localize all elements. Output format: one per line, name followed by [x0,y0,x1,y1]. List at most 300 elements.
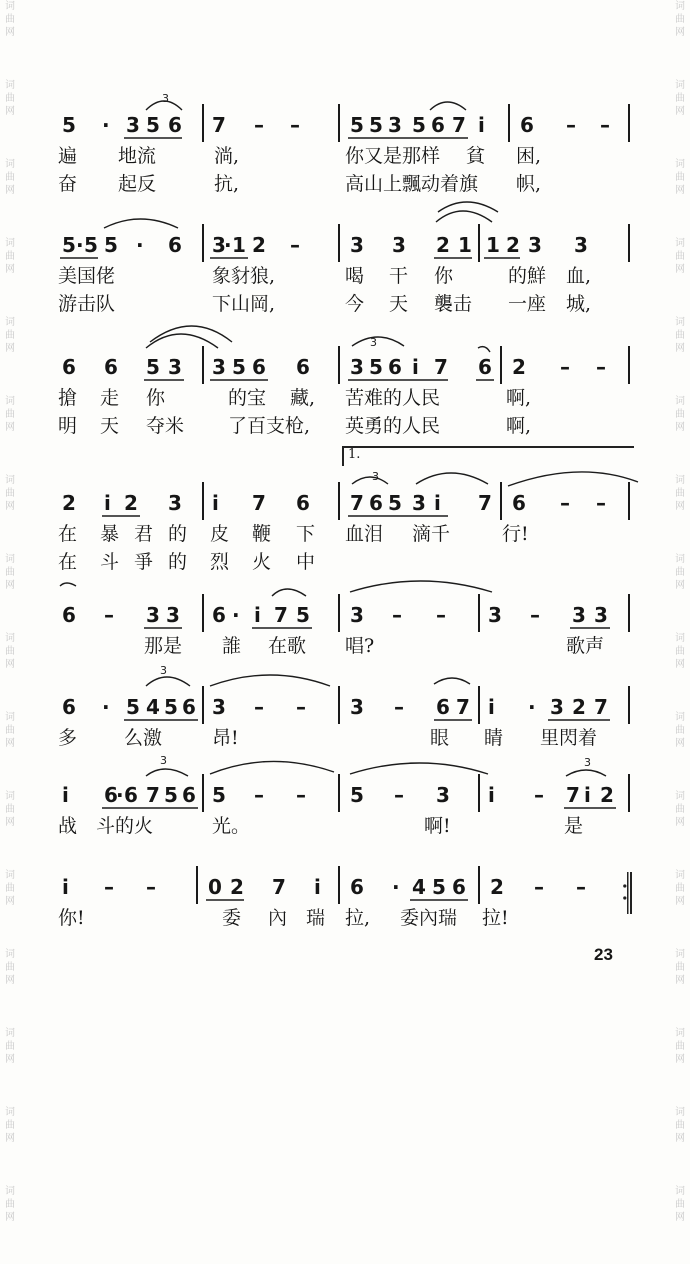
watermark-char: 词 [5,1186,15,1197]
watermark-char: 网 [675,1133,685,1144]
watermark-char: 网 [675,659,685,670]
watermark-char: 词 [675,475,685,486]
dash-note: – [254,695,264,719]
watermark-char: 词 [675,633,685,644]
watermark-char: 词 [675,1186,685,1197]
note: 5 [412,113,426,137]
watermark-char: 词 [675,80,685,91]
note: 5 [350,113,364,137]
note: 2 [600,783,614,807]
lyric-syllable: 君 [134,523,154,545]
note: · [102,113,110,137]
lyric-syllable: 誰 [222,635,242,657]
note: 4 [146,695,160,719]
note: 7 [594,695,608,719]
lyric-syllable: 眼 [430,727,450,749]
note: 6 [182,783,196,807]
note: 5 [388,491,402,515]
watermark-char: 词 [675,396,685,407]
lyric-syllable: 血, [566,265,592,287]
lyric-syllable: 下山岡, [212,293,276,315]
note: 7 [566,783,580,807]
note: 2 [124,491,138,515]
dash-note: – [394,695,404,719]
note: i [584,783,591,807]
watermark-char: 词 [675,238,685,249]
lyric-syllable: 拉! [482,907,509,929]
lyric-syllable: 地流 [118,145,157,167]
lyric-syllable: 委內瑞 [400,907,458,929]
note: 3 [350,603,364,627]
note: 3 [412,491,426,515]
lyric-syllable: 里閃着 [540,727,598,749]
note: i [212,491,219,515]
watermark-char: 网 [675,185,685,196]
note: 0 [208,875,222,899]
dash-note: – [566,113,576,137]
dash-note: – [394,783,404,807]
watermark-char: 网 [5,817,15,828]
watermark-char: 曲 [675,567,685,578]
watermark-char: 词 [675,949,685,960]
note: 3 [572,603,586,627]
note: 7 [350,491,364,515]
note: 5 [126,695,140,719]
lyric-syllable: 苦难的人民 [345,387,441,409]
note: 3 [212,233,226,257]
note: 6 [296,355,310,379]
watermark-char: 词 [675,791,685,802]
note: 2 [436,233,450,257]
note: 6 [431,113,445,137]
note: 5 [62,233,76,257]
lyric-syllable: 抗, [214,173,240,195]
dash-note: – [146,875,156,899]
lyric-syllable: 內 [268,907,288,929]
watermark-char: 词 [5,1107,15,1118]
watermark-char: 曲 [5,1120,15,1131]
watermark-char: 网 [675,343,685,354]
note: 6 [436,695,450,719]
note: 3 [392,233,406,257]
lyric-syllable: 啊, [506,387,532,409]
watermark-char: 词 [675,159,685,170]
watermark-char: 网 [5,422,15,433]
lyric-syllable: 今 [345,293,365,315]
watermark-char: 词 [5,396,15,407]
lyric-syllable: 么激 [124,727,163,749]
watermark-char: 词 [5,791,15,802]
note: 6 [62,695,76,719]
lyric-syllable: 起反 [118,173,157,195]
watermark-char: 网 [5,580,15,591]
watermark-char: 网 [675,1212,685,1223]
watermark-char: 曲 [5,962,15,973]
note: 3 [550,695,564,719]
note: 3 [212,695,226,719]
note: 5 [62,113,76,137]
lyric-syllable: 多 [58,727,78,749]
note: 2 [252,233,266,257]
lyric-syllable: 喝 [345,265,365,287]
watermark-char: 网 [5,659,15,670]
watermark-char: 网 [675,738,685,749]
note: 3 [168,491,182,515]
watermark-char: 网 [5,1212,15,1223]
note: 3 [168,355,182,379]
note: 7 [146,783,160,807]
note: 6 [478,355,492,379]
watermark-char: 曲 [5,488,15,499]
watermark-char: 网 [5,264,15,275]
lyric-syllable: 象豺狼, [212,265,276,287]
dash-note: – [534,783,544,807]
note: 5 [432,875,446,899]
watermark-char: 曲 [5,172,15,183]
lyric-syllable: 行! [502,523,529,545]
note: 6 [62,603,76,627]
lyric-syllable: 遍 [58,145,78,167]
lyric-syllable: 英勇的人民 [345,415,441,437]
note: · [232,603,240,627]
note: i [62,783,69,807]
watermark-char: 词 [5,712,15,723]
watermark-char: 网 [5,896,15,907]
note: 1 [486,233,500,257]
watermark-char: 网 [5,343,15,354]
note: 5 [369,113,383,137]
watermark-char: 曲 [5,567,15,578]
note: i [488,783,495,807]
lyric-syllable: 瑞 [306,907,326,929]
watermark-char: 曲 [675,804,685,815]
note: 5 [146,113,160,137]
lyric-syllable: 的 [168,523,188,545]
lyric-syllable: 烈 [210,551,230,573]
watermark-char: 网 [5,106,15,117]
note: 2 [62,491,76,515]
dash-note: – [254,113,264,137]
lyric-syllable: 是 [564,815,584,837]
watermark-char: 网 [675,422,685,433]
lyric-syllable: 皮 [210,523,230,545]
note: 3 [350,695,364,719]
note: 6 [388,355,402,379]
watermark-char: 曲 [675,725,685,736]
watermark-char: 曲 [675,251,685,262]
watermark-char: 词 [5,633,15,644]
note: 3 [350,355,364,379]
lyric-syllable: 在 [58,523,78,545]
lyric-syllable: 淌, [214,145,240,167]
watermark-char: 曲 [5,93,15,104]
note: 4 [412,875,426,899]
lyric-syllable: 貧 [466,145,486,167]
watermark-char: 网 [5,27,15,38]
dash-note: – [596,491,606,515]
dash-note: – [254,783,264,807]
watermark-char: 词 [675,870,685,881]
note: 5 [369,355,383,379]
note: 5 [212,783,226,807]
note: · [116,783,124,807]
lyric-syllable: 啊! [424,815,451,837]
watermark-char: 网 [675,817,685,828]
lyric-syllable: 你 [434,265,454,287]
lyric-syllable: 下 [296,523,316,545]
note: 6 [252,355,266,379]
lyric-syllable: 在歌 [268,635,307,657]
note: 3 [126,113,140,137]
watermark-char: 网 [5,501,15,512]
note: 1 [458,233,472,257]
note: 6 [168,233,182,257]
watermark-char: 网 [675,975,685,986]
note: i [434,491,441,515]
watermark-char: 网 [675,1054,685,1065]
watermark-char: 词 [5,475,15,486]
lyric-syllable: 的 [168,551,188,573]
watermark-char: 曲 [675,1199,685,1210]
lyric-syllable: 斗 [100,551,120,573]
lyric-syllable: 爭 [134,551,154,573]
note: 7 [272,875,286,899]
note: 3 [146,603,160,627]
note: 3 [528,233,542,257]
note: 7 [274,603,288,627]
watermark-char: 词 [675,554,685,565]
note: 5 [296,603,310,627]
watermark-char: 网 [5,738,15,749]
watermark-char: 网 [675,264,685,275]
note: 6 [296,491,310,515]
lyric-syllable: 高山上飄动着旗 [345,173,479,195]
dash-note: – [436,603,446,627]
lyric-syllable: 天 [100,415,120,437]
lyric-syllable: 了百支枪, [228,415,311,437]
lyric-syllable: 走 [100,387,120,409]
note: · [76,233,84,257]
note: 5 [232,355,246,379]
lyric-syllable: 滴千 [412,523,451,545]
watermark-char: 网 [675,580,685,591]
note: 2 [506,233,520,257]
note: 2 [572,695,586,719]
note: i [314,875,321,899]
triplet-mark: 3 [162,92,169,105]
dash-note: – [296,783,306,807]
watermark-char: 曲 [5,1199,15,1210]
note: 2 [490,875,504,899]
note: 6 [104,783,118,807]
watermark-char: 曲 [675,488,685,499]
note: 6 [212,603,226,627]
lyric-syllable: 你又是那样 [345,145,441,167]
watermark-char: 词 [675,1028,685,1039]
lyric-syllable: 斗的火 [96,815,154,837]
lyric-syllable: 委 [222,907,242,929]
note: 3 [350,233,364,257]
note: 2 [230,875,244,899]
note: 2 [512,355,526,379]
watermark-char: 词 [5,1,15,12]
page-number: 23 [594,945,613,964]
watermark-char: 词 [5,949,15,960]
lyric-syllable: 一座 [508,293,547,315]
lyric-syllable: 帜, [516,173,542,195]
dash-note: – [534,875,544,899]
note: 3 [574,233,588,257]
watermark-char: 词 [675,317,685,328]
watermark-char: 词 [675,712,685,723]
note: i [104,491,111,515]
lyric-syllable: 中 [296,551,316,573]
note: 7 [456,695,470,719]
note: 6 [104,355,118,379]
note: 6 [369,491,383,515]
dash-note: – [104,875,114,899]
lyric-syllable: 干 [389,265,409,287]
watermark-char: 网 [675,896,685,907]
lyric-syllable: 你! [58,907,85,929]
dash-note: – [290,233,300,257]
watermark-char: 网 [675,27,685,38]
note: 6 [182,695,196,719]
note: 5 [104,233,118,257]
lyric-syllable: 的宝 [228,387,267,409]
dash-note: – [560,491,570,515]
watermark-char: 词 [675,1,685,12]
note: 5 [84,233,98,257]
note: 7 [478,491,492,515]
note: 7 [434,355,448,379]
note: i [488,695,495,719]
watermark-char: 词 [5,554,15,565]
watermark-char: 网 [5,1133,15,1144]
lyric-syllable: 战 [58,815,78,837]
dash-note: – [530,603,540,627]
watermark-char: 曲 [675,962,685,973]
lyric-syllable: 夺米 [146,415,185,437]
watermark-char: 曲 [5,330,15,341]
watermark-char: 曲 [5,251,15,262]
note: 6 [452,875,466,899]
lyric-syllable: 唱? [345,635,375,657]
note: 1 [232,233,246,257]
note: 6 [124,783,138,807]
watermark-char: 词 [5,870,15,881]
note: i [254,603,261,627]
dash-note: – [576,875,586,899]
lyric-syllable: 困, [516,145,542,167]
note: 6 [62,355,76,379]
lyric-syllable: 拉, [345,907,371,929]
watermark-char: 网 [675,501,685,512]
triplet-mark: 3 [160,754,167,767]
note: 6 [350,875,364,899]
lyric-syllable: 啊, [506,415,532,437]
lyric-syllable: 暴 [100,523,120,545]
lyric-syllable: 光。 [212,815,251,837]
dash-note: – [104,603,114,627]
watermark-char: 曲 [5,1041,15,1052]
dash-note: – [296,695,306,719]
note: 3 [212,355,226,379]
watermark-char: 网 [5,975,15,986]
note: 7 [252,491,266,515]
dash-note: – [290,113,300,137]
watermark-char: 曲 [5,883,15,894]
note: 5 [164,783,178,807]
watermark-char: 词 [5,317,15,328]
dash-note: – [600,113,610,137]
note: 5 [350,783,364,807]
watermark-char: 词 [5,238,15,249]
note: i [412,355,419,379]
watermark-char: 曲 [675,1120,685,1131]
note: · [102,695,110,719]
note: 3 [594,603,608,627]
note: 3 [166,603,180,627]
note: · [136,233,144,257]
lyric-syllable: 那是 [144,635,183,657]
triplet-mark: 3 [584,756,591,769]
lyric-syllable: 你 [146,387,166,409]
dash-note: – [596,355,606,379]
note: · [224,233,232,257]
lyric-syllable: 搶 [58,387,78,409]
watermark-char: 曲 [675,330,685,341]
lyric-syllable: 歌声 [566,635,605,657]
lyric-syllable: 游击队 [58,293,116,315]
watermark-char: 词 [5,80,15,91]
lyric-syllable: 昂! [212,727,239,749]
watermark-char: 词 [675,1107,685,1118]
watermark-char: 曲 [5,804,15,815]
watermark-char: 词 [5,159,15,170]
watermark-char: 曲 [5,725,15,736]
note: 3 [488,603,502,627]
note: 7 [212,113,226,137]
watermark-char: 曲 [675,883,685,894]
watermark-char: 曲 [5,409,15,420]
watermark-char: 网 [5,1054,15,1065]
triplet-mark: 3 [160,664,167,677]
watermark-char: 曲 [675,172,685,183]
watermark-char: 词 [5,1028,15,1039]
watermark-char: 曲 [675,646,685,657]
lyric-syllable: 美国佬 [58,265,116,287]
lyric-syllable: 睛 [484,727,504,749]
watermark-char: 曲 [5,14,15,25]
note: 3 [388,113,402,137]
lyric-syllable: 火 [252,551,272,573]
note: i [478,113,485,137]
triplet-mark: 3 [370,336,377,349]
note: 3 [436,783,450,807]
lyric-syllable: 的鮮 [508,265,547,287]
lyric-syllable: 奋 [58,173,78,195]
watermark-char: 网 [675,106,685,117]
watermark-char: 曲 [675,14,685,25]
triplet-mark: 3 [372,470,379,483]
watermark-char: 曲 [675,93,685,104]
note: i [62,875,69,899]
note: · [528,695,536,719]
dash-note: – [560,355,570,379]
lyric-syllable: 鞭 [252,523,272,545]
dash-note: – [392,603,402,627]
